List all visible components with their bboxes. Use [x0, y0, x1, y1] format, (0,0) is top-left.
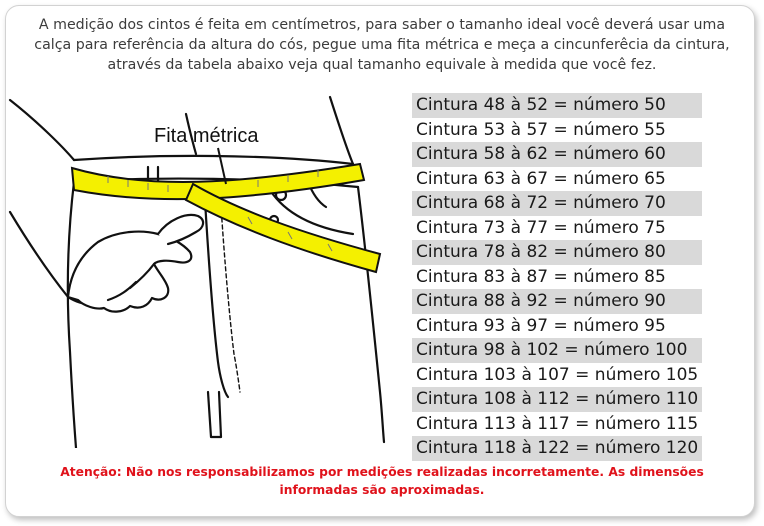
tape-label: Fita métrica	[154, 125, 259, 147]
size-row: Cintura 88 à 92 = número 90	[412, 289, 702, 314]
hand-holding-tape	[68, 215, 203, 312]
size-row: Cintura 48 à 52 = número 50	[412, 93, 702, 118]
pants-left-side	[68, 182, 76, 448]
size-table	[412, 93, 702, 461]
pants-right-side	[358, 187, 384, 442]
size-row: Cintura 78 à 82 = número 80	[412, 240, 702, 265]
measuring-illustration	[8, 92, 406, 448]
size-row: Cintura 113 à 117 = número 115	[416, 413, 699, 434]
size-row: Cintura 98 à 102 = número 100	[412, 338, 702, 363]
zipper-pull	[208, 392, 221, 437]
size-row: Cintura 63 à 67 = número 65	[416, 168, 666, 189]
size-row: Cintura 58 à 62 = número 60	[412, 142, 702, 167]
size-row: Cintura 108 à 112 = número 110	[412, 387, 702, 412]
size-row: Cintura 93 à 97 = número 95	[416, 315, 666, 336]
size-row: Cintura 118 à 122 = número 120	[412, 436, 702, 461]
size-row: Cintura 68 à 72 = número 70	[412, 191, 702, 216]
torso-left-outline	[10, 100, 74, 160]
size-row: Cintura 83 à 87 = número 85	[416, 266, 666, 287]
waistband-top	[74, 156, 353, 164]
size-row: Cintura 103 à 107 = número 105	[416, 364, 699, 385]
size-row: Cintura 53 à 57 = número 55	[416, 119, 666, 140]
warning-text: Atenção: Não nos responsabilizamos por medições realizadas incorretamente. As dimensões informadas são aproximadas.	[60, 465, 704, 497]
size-row: Cintura 73 à 77 = número 75	[416, 217, 666, 238]
torso-right-outline	[330, 97, 353, 164]
intro-text: A medição dos cintos é feita em centímetros, para saber o tamanho ideal você deverá usar uma calça para referência da altura do cós, pegue uma fita métrica e meça a cincunferêcia da cintura, através da tabela abaixo veja qual tamanho equivale à medida que você fez.	[34, 17, 730, 73]
